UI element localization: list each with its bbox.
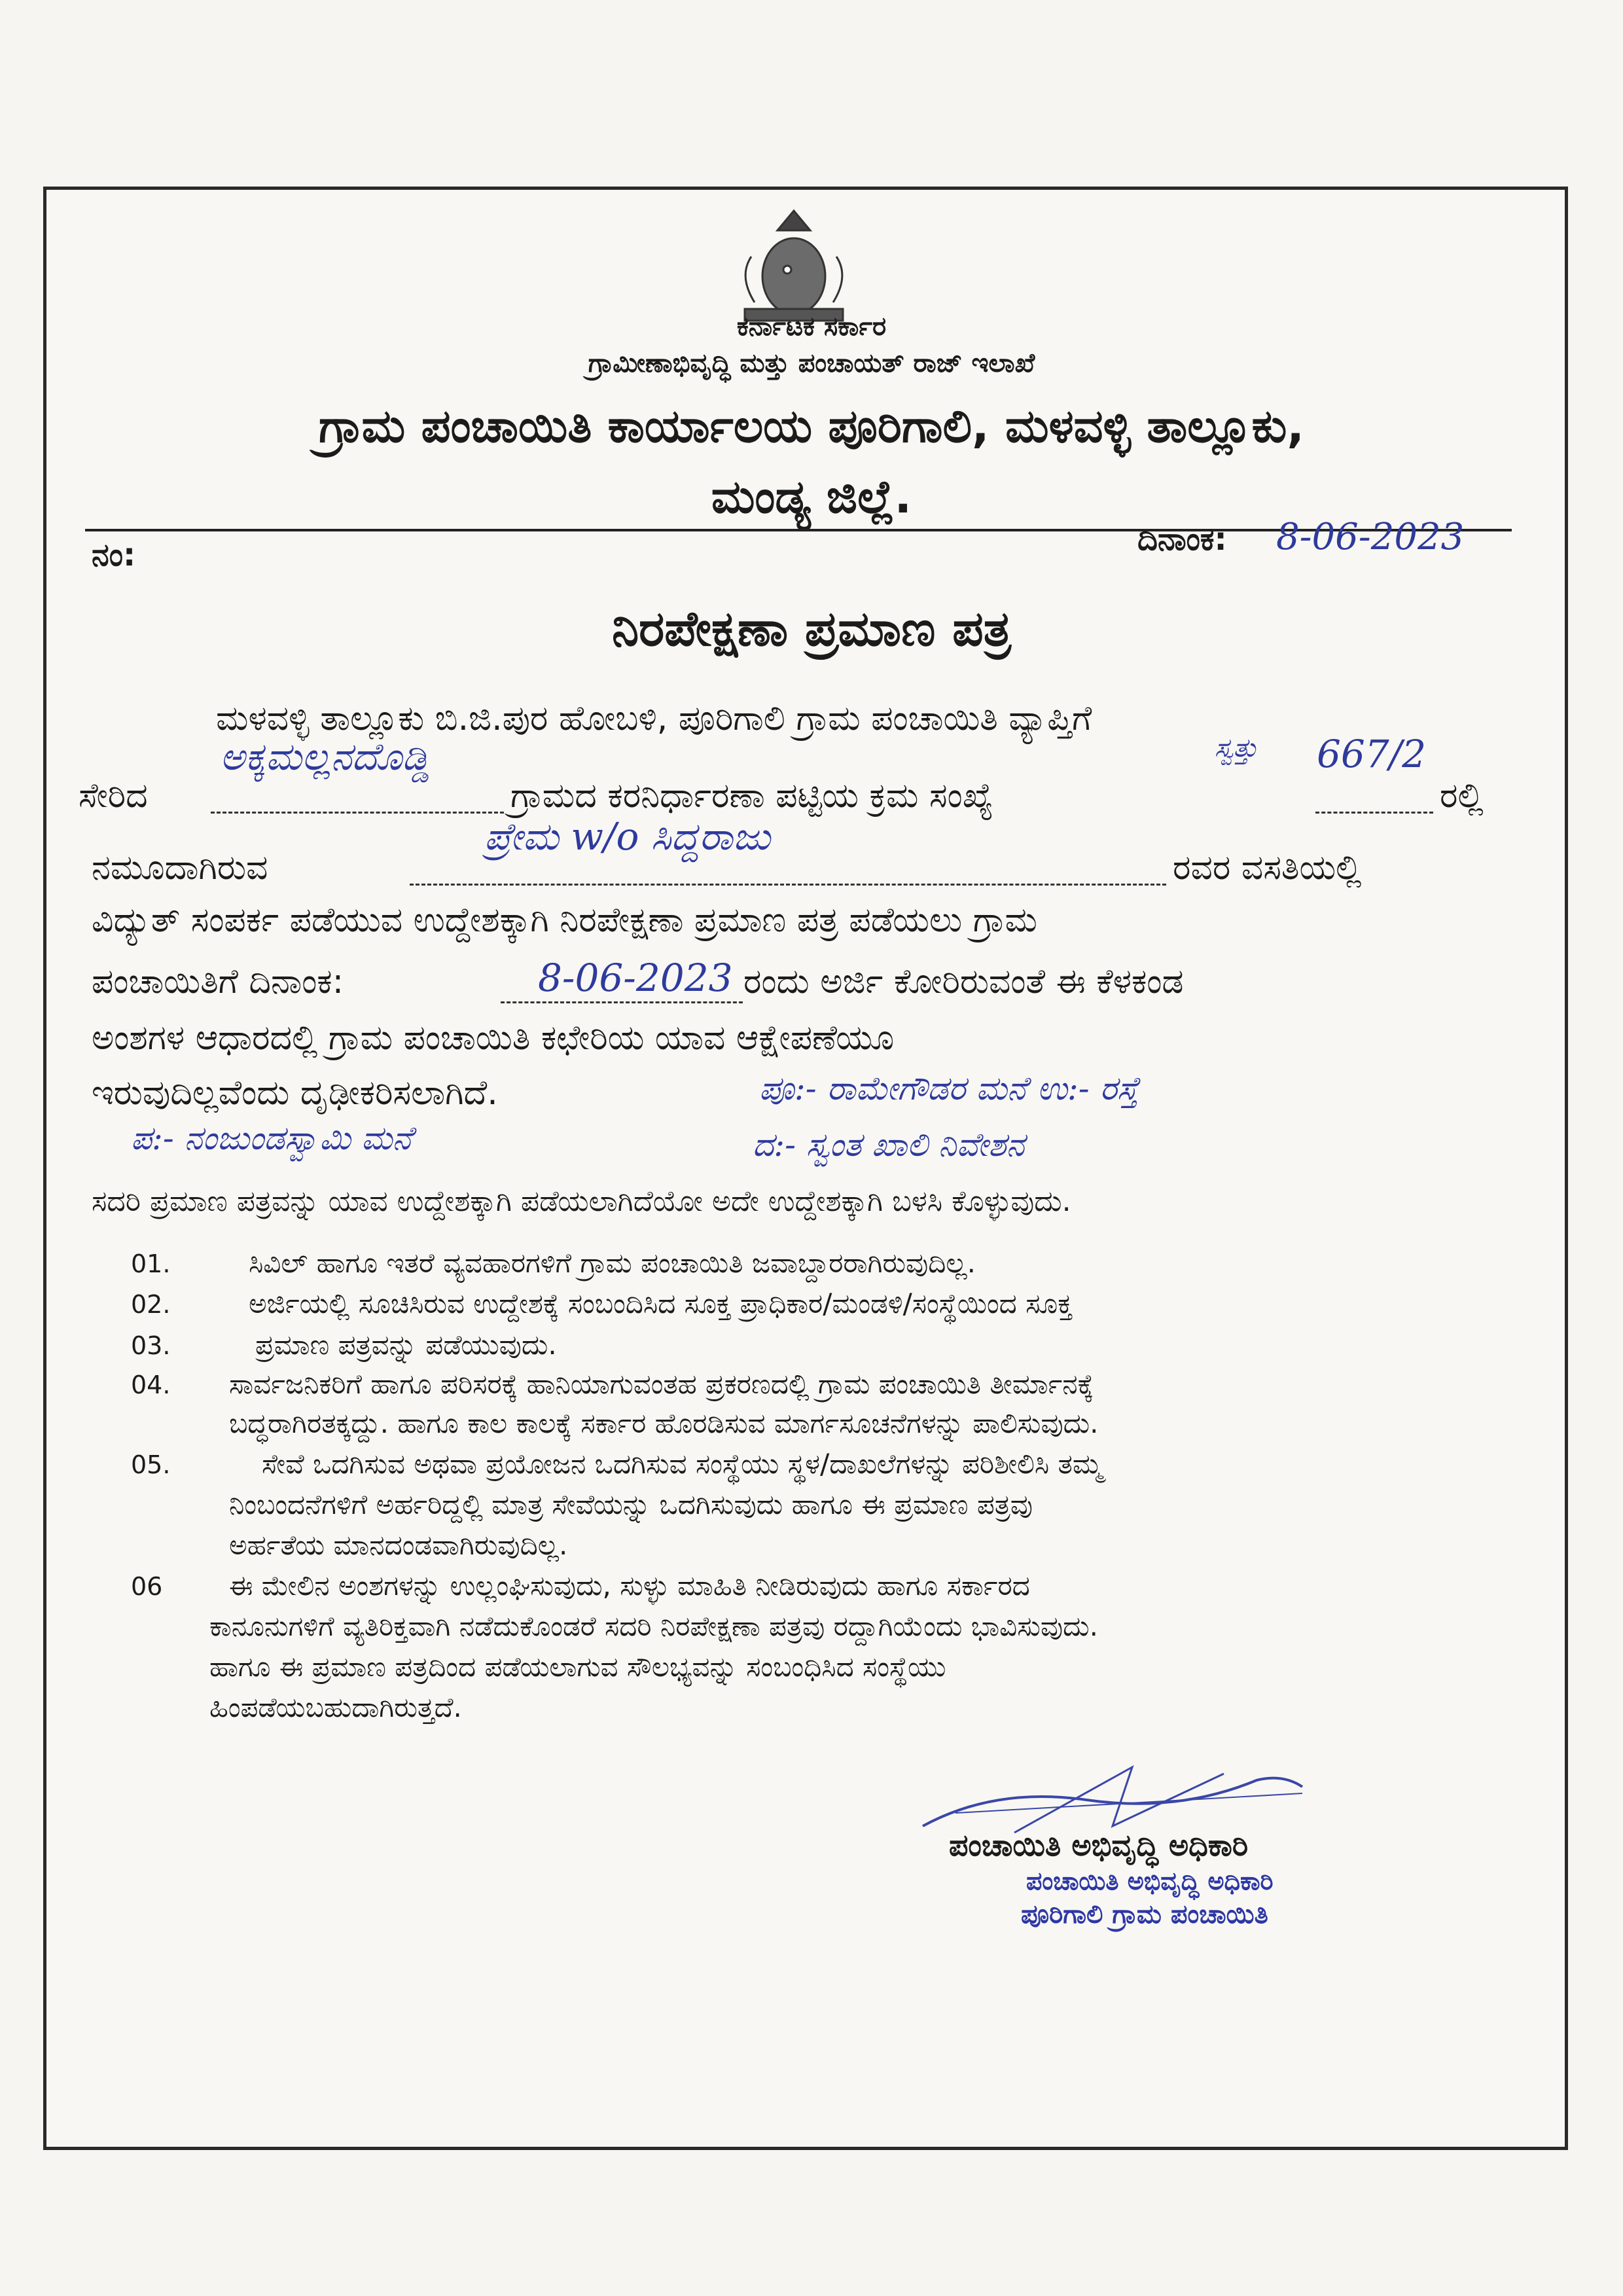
office-name-line1: ಗ್ರಾಮ ಪಂಚಾಯಿತಿ ಕಾರ್ಯಾಲಯ ಪೂರಿಗಾಲಿ, ಮಳವಳ್ಳಿ ತಾಲ್ಲೂಕು,	[319, 399, 1304, 453]
handwritten-survey-number: 667/2	[1317, 732, 1427, 776]
state-emblem-icon	[725, 204, 863, 329]
body-line-4: ವಿದ್ಯುತ್ ಸಂಪರ್ಕ ಪಡೆಯುವ ಉದ್ದೇಶಕ್ಕಾಗಿ ನಿರಪೇಕ್ಷಣಾ ಪ್ರಮಾಣ ಪತ್ರ ಪಡೆಯಲು ಗ್ರಾಮ	[92, 901, 1037, 940]
condition-text: ಅರ್ಹತೆಯ ಮಾನದಂಡವಾಗಿರುವುದಿಲ್ಲ.	[229, 1529, 568, 1561]
condition-text: ಸಿವಿಲ್ ಹಾಗೂ ಇತರೆ ವ್ಯವಹಾರಗಳಿಗೆ ಗ್ರಾಮ ಪಂಚಾಯಿತಿ ಜವಾಬ್ದಾರರಾಗಿರುವುದಿಲ್ಲ.	[249, 1247, 976, 1279]
condition-number: 06	[131, 1572, 163, 1601]
condition-text: ಕಾನೂನುಗಳಿಗೆ ವ್ಯತಿರಿಕ್ತವಾಗಿ ನಡೆದುಕೊಂಡರೆ ಸದರಿ ನಿರಪೇಕ್ಷಣಾ ಪತ್ರವು ರದ್ದಾಗಿಯೆಂದು ಭಾವಿಸುವುದು.	[209, 1610, 1098, 1642]
handwritten-survey-label: ಸ್ವತ್ತು	[1215, 733, 1258, 763]
office-name-line2: ಮಂಡ್ಯ ಜಿಲ್ಲೆ.	[711, 470, 912, 524]
reference-number-label: ನಂ:	[92, 537, 136, 573]
signatory-designation: ಪಂಚಾಯಿತಿ ಅಭಿವೃದ್ಧಿ ಅಧಿಕಾರಿ	[949, 1827, 1249, 1863]
certificate-title: ನಿರಪೇಕ್ಷಣಾ ಪ್ರಮಾಣ ಪತ್ರ	[611, 601, 1012, 657]
village-blank-line	[211, 812, 504, 814]
body-line-6: ಅಂಶಗಳ ಆಧಾರದಲ್ಲಿ ಗ್ರಾಮ ಪಂಚಾಯಿತಿ ಕಛೇರಿಯ ಯಾವ ಆಕ್ಷೇಪಣೆಯೂ	[92, 1018, 895, 1058]
condition-number: 01.	[131, 1249, 171, 1278]
body-line-3-start: ನಮೂದಾಗಿರುವ	[92, 848, 268, 888]
body-line-5-end: ರಂದು ಅರ್ಜಿ ಕೋರಿರುವಂತೆ ಈ ಕೆಳಕಂಡ	[743, 962, 1184, 1001]
condition-number: 02.	[131, 1290, 171, 1319]
handwritten-village: ಅಕ್ಕಮಲ್ಲನದೊಡ್ಡಿ	[220, 734, 431, 779]
condition-text: ಬದ್ಧರಾಗಿರತಕ್ಕದ್ದು. ಹಾಗೂ ಕಾಲ ಕಾಲಕ್ಕೆ ಸರ್ಕಾರ ಹೊರಡಿಸುವ ಮಾರ್ಗಸೂಚನೆಗಳನ್ನು ಪಾಲಿಸುವುದು.	[229, 1407, 1099, 1439]
survey-blank-line	[1315, 812, 1433, 814]
condition-text: ಹಿಂಪಡೆಯಬಹುದಾಗಿರುತ್ತದೆ.	[209, 1691, 462, 1723]
application-date-blank-line	[501, 1001, 743, 1003]
body-line-2-mid: ಗ್ರಾಮದ ಕರನಿರ್ಧಾರಣಾ ಪಟ್ಟಿಯ ಕ್ರಮ ಸಂಖ್ಯೆ	[510, 776, 993, 816]
department-name: ಗ್ರಾಮೀಣಾಭಿವೃದ್ಧಿ ಮತ್ತು ಪಂಚಾಯತ್ ರಾಜ್ ಇಲಾಖೆ	[588, 348, 1035, 378]
handwritten-applicant-name: ಪ್ರೇಮ w/o ಸಿದ್ದರಾಜು	[484, 814, 771, 859]
condition-text: ಈ ಮೇಲಿನ ಅಂಶಗಳನ್ನು ಉಲ್ಲಂಘಿಸುವುದು, ಸುಳ್ಳು ಮಾಹಿತಿ ನೀಡಿರುವುದು ಹಾಗೂ ಸರ್ಕಾರದ	[229, 1570, 1030, 1602]
condition-text: ಸೇವೆ ಒದಗಿಸುವ ಅಥವಾ ಪ್ರಯೋಜನ ಒದಗಿಸುವ ಸಂಸ್ಥೆಯು ಸ್ಥಳ/ದಾಖಲೆಗಳನ್ನು ಪರಿಶೀಲಿಸಿ ತಮ್ಮ	[262, 1448, 1103, 1480]
condition-number: 04.	[131, 1371, 171, 1399]
condition-number: 05.	[131, 1450, 171, 1479]
official-stamp-line-1: ಪಂಚಾಯಿತಿ ಅಭಿವೃದ್ಧಿ ಅಧಿಕಾರಿ	[1026, 1867, 1274, 1895]
condition-text: ಅರ್ಜಿಯಲ್ಲಿ ಸೂಚಿಸಿರುವ ಉದ್ದೇಶಕ್ಕೆ ಸಂಬಂದಿಸಿದ ಸೂಕ್ತ ಪ್ರಾಧಿಕಾರ/ಮಂಡಳಿ/ಸಂಸ್ಥೆಯಿಂದ ಸೂಕ್ತ	[249, 1287, 1073, 1319]
applicant-blank-line	[410, 884, 1166, 886]
handwritten-application-date: 8-06-2023	[538, 956, 733, 1000]
government-name: ಕರ್ನಾಟಕ ಸರ್ಕಾರ	[736, 312, 887, 342]
handwritten-boundary-east-north: ಪೂ:- ರಾಮೇಗೌಡರ ಮನೆ ಉ:- ರಸ್ತೆ	[759, 1069, 1139, 1107]
date-label: ದಿನಾಂಕ:	[1137, 521, 1227, 558]
body-line-1: ಮಳವಳ್ಳಿ ತಾಲ್ಲೂಕು ಬಿ.ಜಿ.ಪುರ ಹೋಬಳಿ, ಪೂರಿಗಾಲಿ ಗ್ರಾಮ ಪಂಚಾಯಿತಿ ವ್ಯಾಪ್ತಿಗೆ	[216, 699, 1092, 738]
body-line-2-start: ಸೇರಿದ	[79, 776, 148, 816]
condition-number: 03.	[131, 1331, 171, 1360]
body-line-3-end: ರವರ ವಸತಿಯಲ್ಲಿ	[1173, 848, 1362, 888]
condition-text: ಸಾರ್ವಜನಿಕರಿಗೆ ಹಾಗೂ ಪರಿಸರಕ್ಕೆ ಹಾನಿಯಾಗುವಂತಹ ಪ್ರಕರಣದಲ್ಲಿ ಗ್ರಾಮ ಪಂಚಾಯಿತಿ ತೀರ್ಮಾನಕ್ಕೆ	[229, 1368, 1094, 1400]
condition-text: ಹಾಗೂ ಈ ಪ್ರಮಾಣ ಪತ್ರದಿಂದ ಪಡೆಯಲಾಗುವ ಸೌಲಭ್ಯವನ್ನು ಸಂಬಂಧಿಸಿದ ಸಂಸ್ಥೆಯು	[209, 1651, 946, 1683]
body-line-5-start: ಪಂಚಾಯಿತಿಗೆ ದಿನಾಂಕ:	[92, 962, 344, 1001]
condition-text: ನಿಂಬಂದನೆಗಳಿಗೆ ಅರ್ಹರಿದ್ದಲ್ಲಿ ಮಾತ್ರ ಸೇವೆಯನ್ನು ಒದಗಿಸುವುದು ಹಾಗೂ ಈ ಪ್ರಮಾಣ ಪತ್ರವು	[229, 1488, 1033, 1520]
body-line-2-end: ರಲ್ಲಿ	[1440, 776, 1484, 816]
official-stamp-line-2: ಪೂರಿಗಾಲಿ ಗ್ರಾಮ ಪಂಚಾಯಿತಿ	[1021, 1899, 1268, 1929]
date-value: 8-06-2023	[1276, 516, 1465, 558]
usage-notice: ಸದರಿ ಪ್ರಮಾಣ ಪತ್ರವನ್ನು ಯಾವ ಉದ್ದೇಶಕ್ಕಾಗಿ ಪಡೆಯಲಾಗಿದೆಯೋ ಅದೇ ಉದ್ದೇಶಕ್ಕಾಗಿ ಬಳಸಿ ಕೊಳ್ಳುವುದು.	[92, 1185, 1071, 1218]
body-line-7: ಇರುವುದಿಲ್ಲವೆಂದು ದೃಢೀಕರಿಸಲಾಗಿದೆ.	[92, 1073, 498, 1113]
handwritten-boundary-west: ಪ:- ನಂಜುಂಡಸ್ವಾಮಿ ಮನೆ	[131, 1119, 412, 1157]
handwritten-boundary-south: ದ:- ಸ್ವಂತ ಖಾಲಿ ನಿವೇಶನ	[753, 1126, 1025, 1164]
condition-text: ಪ್ರಮಾಣ ಪತ್ರವನ್ನು ಪಡೆಯುವುದು.	[255, 1329, 557, 1361]
